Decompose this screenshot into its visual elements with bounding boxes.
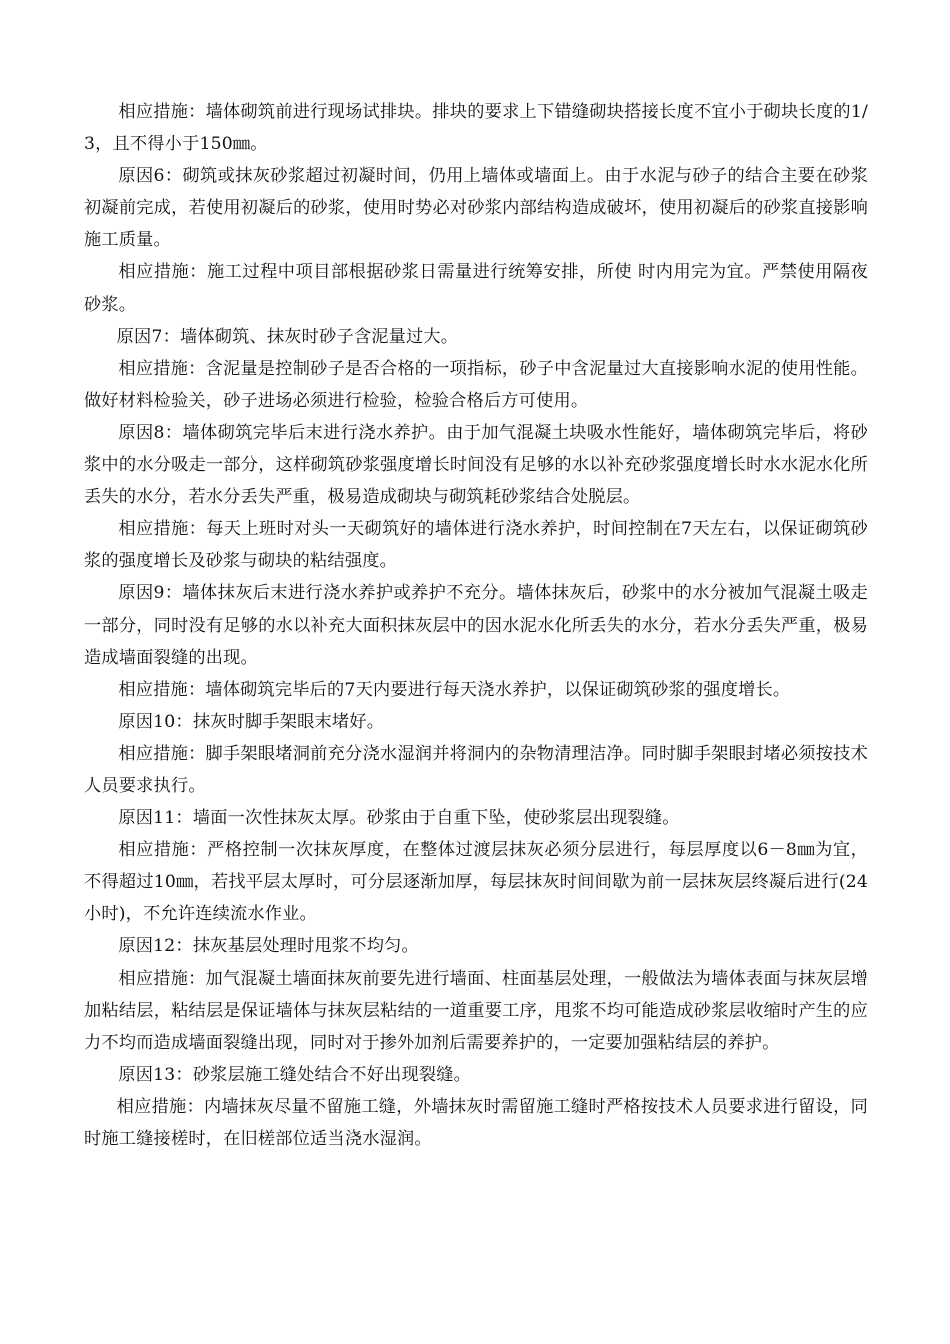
- paragraph-cause-7: 原因7：墙体砌筑、抹灰时砂子含泥量过大。: [116, 326, 459, 347]
- paragraph-measure-10: 相应措施：脚手架眼堵洞前充分浇水湿润并将洞内的杂物清理洁净。同时脚手架眼封堵必须按技术人员要求执行。: [84, 743, 868, 796]
- paragraph-cause-13: 原因13：砂浆层施工缝处结合不好出现裂缝。: [118, 1064, 472, 1085]
- paragraph-measure-9: 相应措施：墙体砌筑完毕后的7天内要进行每天浇水养护，以保证砌筑砂浆的强度增长。: [118, 679, 791, 700]
- paragraph-measure-7: 相应措施：含泥量是控制砂子是否合格的一项指标，砂子中含泥量过大直接影响水泥的使用性能。做好材料检验关，砂子进场必须进行检验，检验合格后方可使用。: [84, 358, 868, 411]
- paragraph-cause-11: 原因11：墙面一次性抹灰太厚。砂浆由于自重下坠，使砂浆层出现裂缝。: [118, 808, 680, 829]
- paragraph-measure-5: 相应措施：墙体砌筑前进行现场试排块。排块的要求上下错缝砌块搭接长度不宜小于砌块长度的1/3，且不得小于150㎜。: [84, 102, 868, 155]
- paragraph-measure-11: 相应措施：严格控制一次抹灰厚度，在整体过渡层抹灰必须分层进行，每层厚度以6－8㎜为宜，不得超过10㎜，若找平层太厚时，可分层逐渐加厚，每层抹灰时间间歇为前一层抹灰层终凝后进行(24小时)，不允许连续流水作业。: [84, 840, 868, 925]
- paragraph-cause-10: 原因10：抹灰时脚手架眼末堵好。: [118, 711, 385, 732]
- paragraph-measure-12: 相应措施：加气混凝土墙面抹灰前要先进行墙面、柱面基层处理，一般做法为墙体表面与抹灰层增加粘结层，粘结层是保证墙体与抹灰层粘结的一道重要工序，甩浆不均可能造成砂浆层收缩时产生的应力不均而造成墙面裂缝出现，同时对于掺外加剂后需要养护的，一定要加强粘结层的养护。: [84, 968, 868, 1053]
- paragraph-cause-9: 原因9：墙体抹灰后末进行浇水养护或养护不充分。墙体抹灰后，砂浆中的水分被加气混凝土吸走一部分，同时没有足够的水以补充大面积抹灰层中的因水泥水化所丢失的水分，若水分丢失严重，极易造成墙面裂缝的出现。: [84, 583, 868, 668]
- paragraph-measure-6: 相应措施：施工过程中项目部根据砂浆日需量进行统筹安排，所使 时内用完为宜。严禁使用隔夜砂浆。: [84, 262, 868, 315]
- paragraph-measure-8: 相应措施：每天上班时对头一天砌筑好的墙体进行浇水养护，时间控制在7天左右，以保证砌筑砂浆的强度增长及砂浆与砌块的粘结强度。: [84, 519, 868, 572]
- paragraph-cause-8: 原因8：墙体砌筑完毕后末进行浇水养护。由于加气混凝土块吸水性能好，墙体砌筑完毕后，将砂浆中的水分吸走一部分，这样砌筑砂浆强度增长时间没有足够的水以补充砂浆强度增长时水水泥水化所丢失的水分，若水分丢失严重，极易造成砌块与砌筑耗砂浆结合处脱层。: [84, 422, 868, 508]
- paragraph-measure-13: 相应措施：内墙抹灰尽量不留施工缝，外墙抹灰时需留施工缝时严格按技术人员要求进行留设，同时施工缝接槎时，在旧槎部位适当浇水湿润。: [84, 1096, 868, 1149]
- document-page: [84, 96, 868, 1155]
- paragraph-cause-12: 原因12：抹灰基层处理时甩浆不均匀。: [118, 936, 419, 957]
- paragraph-cause-6: 原因6：砌筑或抹灰砂浆超过初凝时间，仍用上墙体或墙面上。由于水泥与砂子的结合主要在砂浆初凝前完成，若使用初凝后的砂浆，使用时势必对砂浆内部结构造成破坏，使用初凝后的砂浆直接影响施工质量。: [84, 166, 868, 251]
